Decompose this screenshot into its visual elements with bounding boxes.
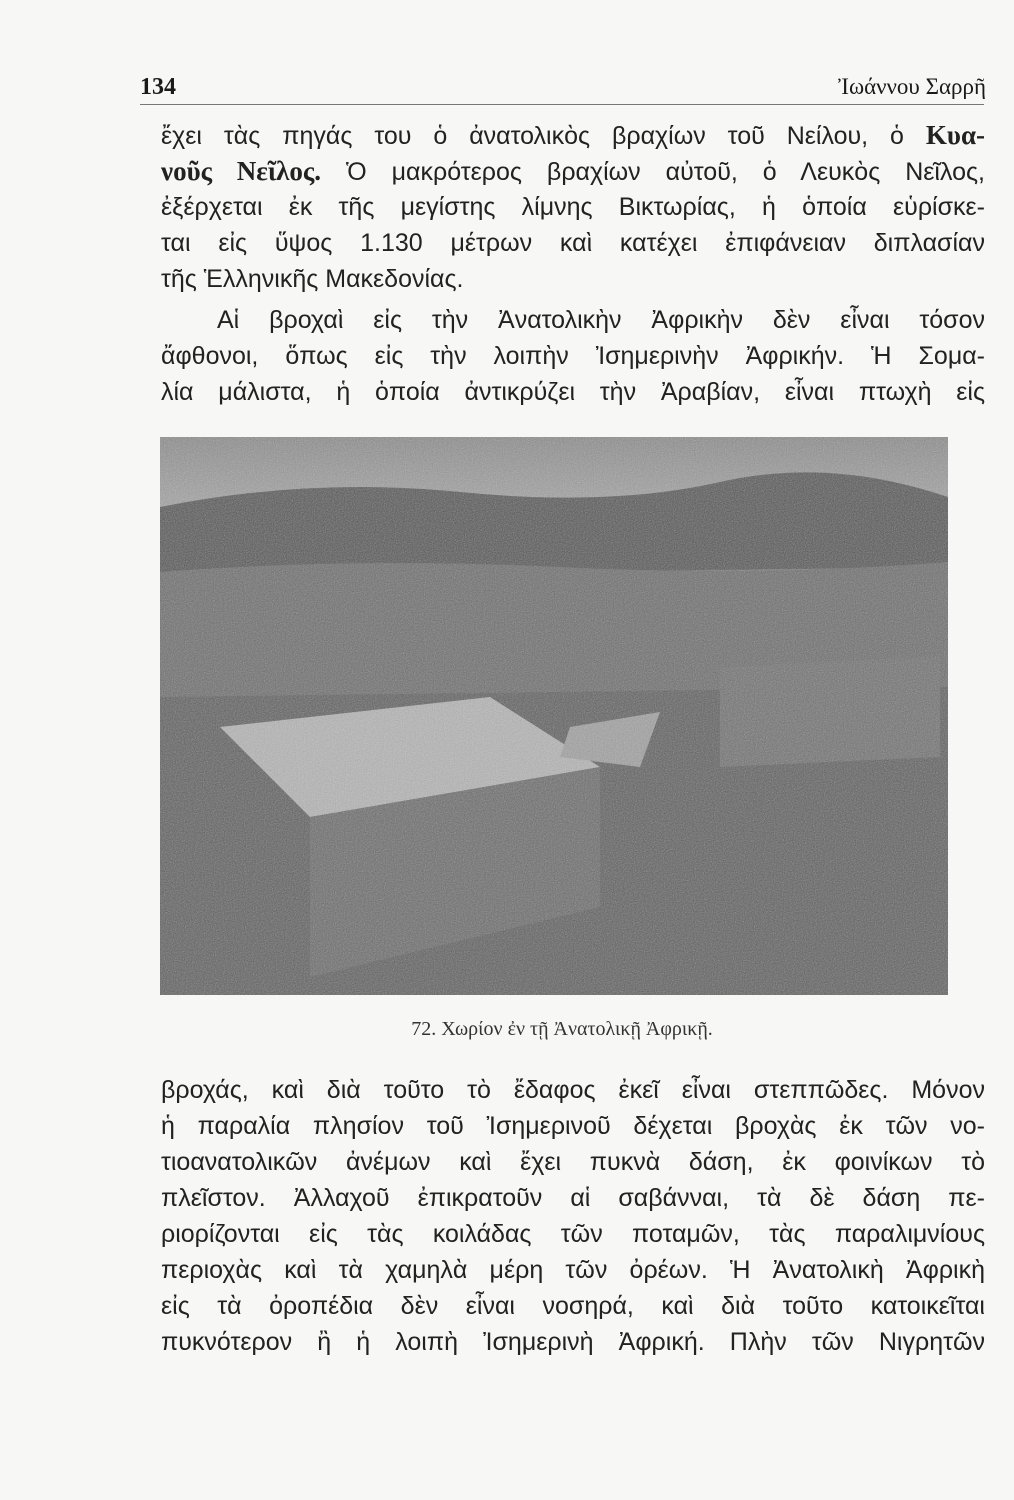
text-line: τῆς Ἑλληνικῆς Μακεδονίας. — [161, 265, 464, 293]
text-line: πυκνότερον ἢ ἡ λοιπὴ Ἰσημερινὴ Ἀφρική. Πλὴν τῶν Νιγρητῶν — [161, 1328, 985, 1356]
text-line: ἐξέρχεται ἐκ τῆς μεγίστης λίμνης Βικτωρίας, ἡ ὁποία εὑρίσκε- — [161, 193, 985, 221]
page-number: 134 — [140, 74, 176, 100]
text-line: πλεῖστον. Ἀλλαχοῦ ἐπικρατοῦν αἱ σαβάνναι, τὰ δὲ δάση πε- — [161, 1184, 985, 1212]
bold-term: νοῦς Νεῖλος. — [161, 156, 322, 186]
text-line: ἡ παραλία πλησίον τοῦ Ἰσημερινοῦ δέχεται βροχὰς ἐκ τῶν νο- — [161, 1112, 985, 1140]
paragraph-2 — [161, 302, 985, 410]
text-line: περιοχὰς καὶ τὰ χαμηλὰ μέρη τῶν ὀρέων. Ἡ Ἀνατολικὴ Ἀφρικὴ — [161, 1256, 985, 1284]
text-line: ἄφθονοι, ὅπως εἰς τὴν λοιπὴν Ἰσημερινὴν Ἀφρικήν. Ἡ Σομα- — [161, 342, 985, 370]
figure-caption: 72. Χωρίον ἐν τῇ Ἀνατολικῇ Ἀφρικῇ. — [411, 1018, 713, 1040]
bold-term: Κυα- — [925, 120, 985, 150]
text-line: ται εἰς ὕψος 1.130 μέτρων καὶ κατέχει ἐπιφάνειαν διπλασίαν — [161, 229, 985, 257]
text-span: ἔχει τὰς πηγάς του ὁ ἀνατολικὸς βραχίων τοῦ Νείλου, ὁ — [161, 122, 904, 150]
text-span: Ὁ μακρότερος βραχίων αὐτοῦ, ὁ Λευκὸς Νεῖλος, — [346, 158, 985, 186]
text-line: βροχάς, καὶ διὰ τοῦτο τὸ ἔδαφος ἐκεῖ εἶναι στεππῶδες. Μόνον — [161, 1076, 985, 1104]
text-line: ριορίζονται εἰς τὰς κοιλάδας τῶν ποταμῶν, τὰς παραλιμνίους — [161, 1220, 985, 1248]
text-line: Αἱ βροχαὶ εἰς τὴν Ἀνατολικὴν Ἀφρικὴν δὲν εἶναι τόσον — [217, 306, 985, 334]
page-header — [140, 74, 986, 104]
text-line — [161, 117, 985, 153]
text-line: τιοανατολικῶν ἀνέμων καὶ ἔχει πυκνὰ δάση, ἐκ φοινίκων τὸ — [161, 1148, 985, 1176]
paragraph-1 — [161, 117, 985, 297]
village-photograph — [160, 437, 948, 995]
text-line — [161, 153, 985, 189]
paragraph-3 — [161, 1072, 985, 1360]
text-line: λία μάλιστα, ἡ ὁποία ἀντικρύζει τὴν Ἀραβίαν, εἶναι πτωχὴ εἰς — [161, 378, 985, 406]
header-rule — [140, 104, 984, 105]
text-line: εἰς τὰ ὀροπέδια δὲν εἶναι νοσηρά, καὶ διὰ τοῦτο κατοικεῖται — [161, 1292, 985, 1320]
running-title: Ἰωάννου Σαρρῆ — [838, 74, 986, 99]
